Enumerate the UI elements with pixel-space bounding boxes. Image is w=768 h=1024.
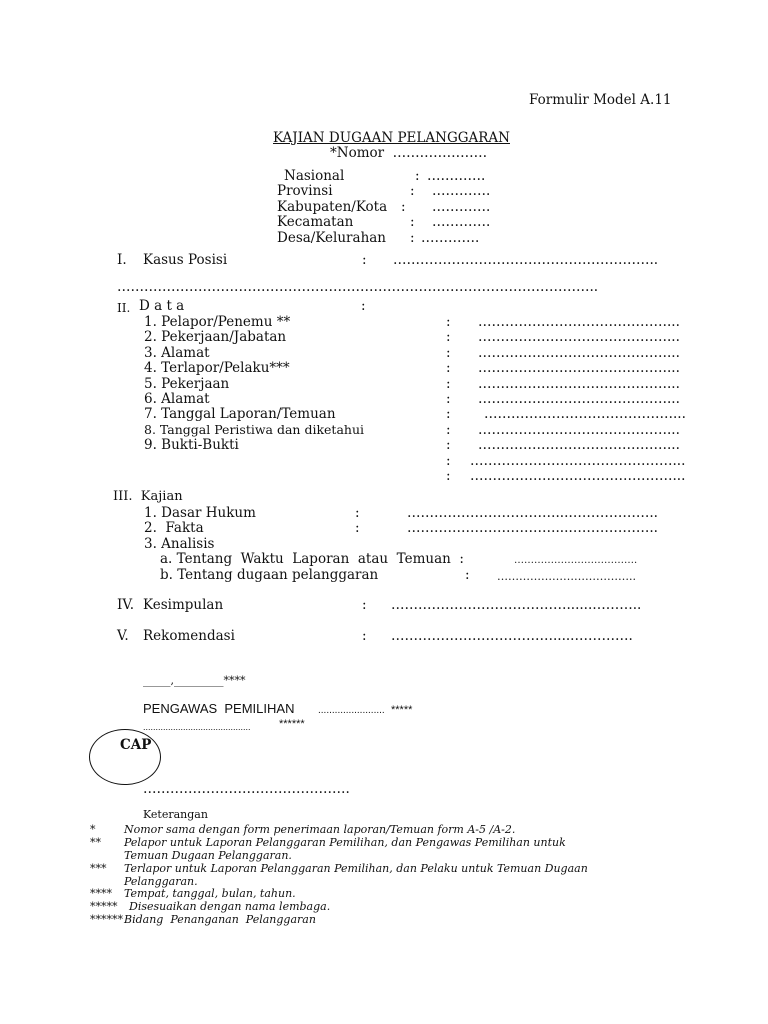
data-item-dots: ……………………………………...	[478, 376, 680, 392]
section-ii-number: II.	[117, 301, 131, 315]
note-mark: *****	[90, 900, 118, 913]
data-extra-sep: :	[446, 453, 451, 469]
section-iv-sep: :	[362, 597, 367, 613]
region-kabupaten-label: Kabupaten/Kota	[277, 199, 388, 215]
region-desa-sep: :	[410, 230, 415, 246]
section-i-number: I.	[117, 252, 127, 268]
region-provinsi-dots: ………….	[432, 183, 491, 199]
section-v-number: V.	[117, 628, 129, 644]
data-item-sep: :	[446, 391, 451, 407]
note-text: Disesuaikan dengan nama lembaga.	[129, 900, 331, 913]
date-place-line: _____,_________****	[143, 674, 246, 687]
region-nasional-dots: ………….	[427, 168, 486, 184]
data-item-sep: :	[446, 329, 451, 345]
note-text: Temuan Dugaan Pelanggaran.	[124, 849, 292, 862]
data-item-label: 1. Pelapor/Penemu **	[144, 314, 291, 330]
data-item-label: 8. Tanggal Peristiwa dan diketahui	[144, 422, 365, 437]
nomor-line: *Nomor …………………	[330, 145, 488, 161]
section-iii-label: III. Kajian	[113, 489, 183, 504]
note-text: Bidang Penanganan Pelanggaran	[124, 913, 316, 926]
data-item-dots: ……………………………………...	[478, 329, 680, 345]
analisis-b-dots: ………………………………..	[497, 570, 636, 583]
data-item-dots: ……………………………………...	[478, 391, 680, 407]
data-item-label: 5. Pekerjaan	[144, 376, 230, 392]
section-i-dots: …………………………………………………..	[393, 252, 659, 268]
data-item-label: 6. Alamat	[144, 391, 210, 407]
section-v-label: Rekomendasi	[143, 628, 235, 644]
pengawas-dots: ........................	[318, 705, 385, 716]
section-v-dots: ……………………………….....………….	[391, 628, 633, 644]
data-item-dots: ……………………………………...	[478, 345, 680, 361]
note-mark: ******	[90, 913, 123, 926]
region-nasional-label: Nasional	[284, 168, 345, 184]
data-item-dots: ……………………………………...	[478, 422, 680, 438]
data-extra-dots: ………………………………………...	[470, 453, 686, 469]
region-kabupaten-dots: ………….	[432, 199, 491, 215]
cap-label: CAP	[120, 737, 152, 753]
note-text: Tempat, tanggal, bulan, tahun.	[124, 887, 296, 900]
kajian-item-label: 1. Dasar Hukum	[144, 505, 256, 521]
data-extra-dots: ………………………………………...	[470, 468, 686, 484]
note-mark: ***	[90, 862, 107, 875]
kajian-item-sep: :	[355, 505, 360, 521]
note-mark: **	[90, 836, 101, 849]
note-text: Pelanggaran.	[124, 875, 198, 888]
analisis-label: 3. Analisis	[144, 536, 215, 552]
section-iv-dots: …………………………………......………..	[391, 597, 642, 613]
region-desa-label: Desa/Kelurahan	[277, 230, 387, 246]
section-iv-label: Kesimpulan	[143, 597, 224, 613]
data-extra-sep: :	[446, 468, 451, 484]
section-i-label: Kasus Posisi	[143, 252, 228, 268]
data-item-dots: ……………………………………...	[484, 406, 686, 422]
section-iv-number: IV.	[117, 597, 135, 613]
kajian-item-dots: ……………………………...………………..	[407, 520, 658, 536]
pengawas-stars: *****	[391, 704, 413, 716]
region-kecamatan-label: Kecamatan	[277, 214, 354, 230]
section-i-sep: :	[362, 252, 367, 268]
analisis-a-label: a. Tentang Waktu Laporan atau Temuan :	[160, 551, 464, 567]
data-item-dots: ……………………………………...	[478, 437, 680, 453]
document-title: KAJIAN DUGAAN PELANGGARAN	[273, 130, 510, 146]
section-ii-label: D a t a	[139, 298, 185, 314]
analisis-b-sep: :	[465, 567, 470, 583]
data-item-dots: ……………………………………...	[478, 314, 680, 330]
note-text: Nomor sama dengan form penerimaan laporan/Temuan form A-5 /A-2.	[124, 823, 516, 836]
bidang-stars: ******	[279, 718, 305, 730]
analisis-b-label: b. Tentang dugaan pelanggaran	[160, 567, 379, 583]
region-nasional-sep: :	[415, 168, 420, 184]
note-mark: ****	[90, 887, 112, 900]
note-text: Terlapor untuk Laporan Pelanggaran Pemilihan, dan Pelaku untuk Temuan Dugaan	[124, 862, 588, 875]
kajian-item-label: 2. Fakta	[144, 520, 204, 536]
data-item-label: 4. Terlapor/Pelaku***	[144, 360, 290, 376]
region-provinsi-sep: :	[410, 183, 415, 199]
signature-dots: ……………………………………….	[143, 781, 350, 797]
data-item-label: 9. Bukti-Bukti	[144, 437, 239, 453]
data-item-sep: :	[446, 314, 451, 330]
data-item-dots: ……………………………………...	[478, 360, 680, 376]
region-provinsi-label: Provinsi	[277, 183, 333, 199]
data-item-label: 7. Tanggal Laporan/Temuan	[144, 406, 336, 422]
data-item-label: 2. Pekerjaan/Jabatan	[144, 329, 287, 345]
data-item-sep: :	[446, 376, 451, 392]
note-text: Pelapor untuk Laporan Pelanggaran Pemilihan, dan Pengawas Pemilihan untuk	[124, 836, 566, 849]
region-kecamatan-dots: ………….	[432, 214, 491, 230]
kajian-item-sep: :	[355, 520, 360, 536]
pengawas-pemilihan-label: PENGAWAS PEMILIHAN	[143, 701, 295, 716]
kajian-item-dots: ……………………………...………………..	[407, 505, 658, 521]
region-kabupaten-sep: :	[401, 199, 406, 215]
data-item-sep: :	[446, 360, 451, 376]
form-model-label: Formulir Model A.11	[529, 92, 672, 108]
section-i-long-line: ……………………………………………………………………………………………..	[117, 279, 599, 295]
data-item-label: 3. Alamat	[144, 345, 210, 361]
region-kecamatan-sep: :	[410, 214, 415, 230]
keterangan-heading: Keterangan	[143, 808, 208, 821]
section-ii-sep: :	[361, 298, 366, 314]
section-v-sep: :	[362, 628, 367, 644]
note-mark: *	[90, 823, 96, 836]
region-desa-dots: ………….	[421, 230, 480, 246]
bidang-dots: ...........................................	[143, 722, 251, 732]
analisis-a-dots: ……………………………….	[514, 555, 638, 566]
data-item-sep: :	[446, 406, 451, 422]
data-item-sep: :	[446, 437, 451, 453]
data-item-sep: :	[446, 422, 451, 438]
data-item-sep: :	[446, 345, 451, 361]
